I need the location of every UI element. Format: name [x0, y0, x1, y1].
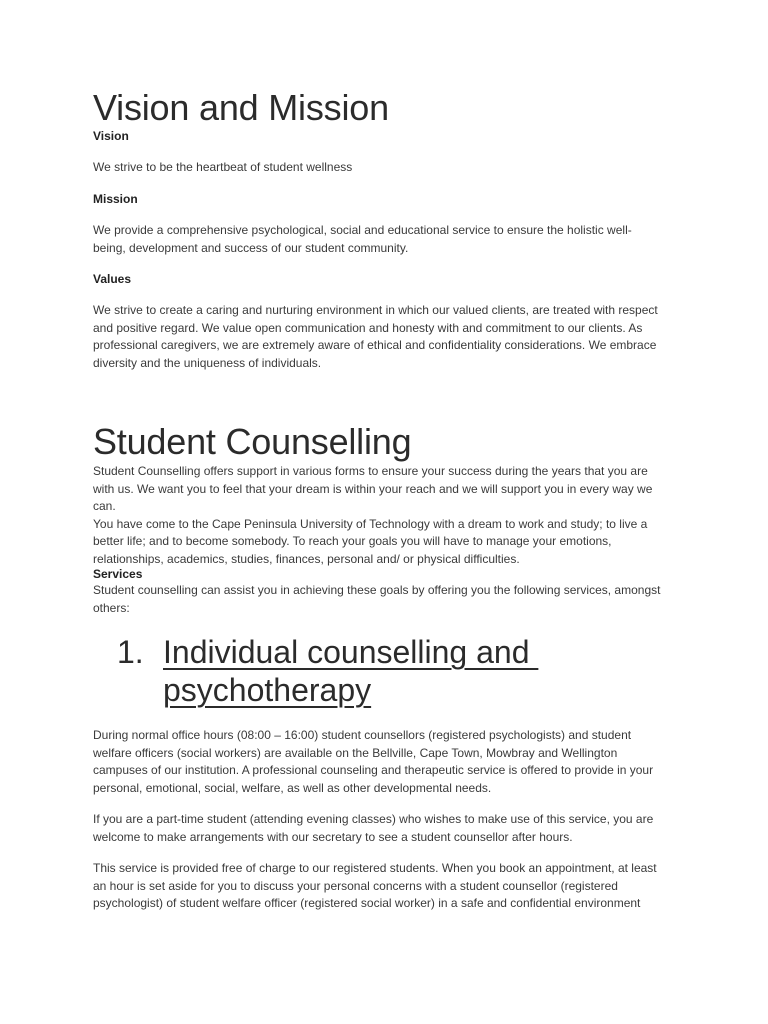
service-1-paragraph-part-time: [93, 811, 677, 846]
text-line: with us. We want you to feel that your dream is within your reach and we will support you in every way we: [93, 481, 653, 496]
service-heading-line-2: psychotherapy: [163, 672, 372, 708]
service-1-paragraph-hours: [93, 727, 677, 797]
subheading-values: Values: [93, 272, 132, 286]
text-line: and positive regard. We value open communication and honesty with and commitment to our clients. As: [93, 320, 643, 335]
service-heading-line-1: [117, 633, 538, 671]
text-line: Student counselling can assist you in achieving these goals by offering you the following services, amongst: [93, 583, 661, 597]
text-line: You have come to the Cape Peninsula University of Technology with a dream to work and study; to live a: [93, 516, 648, 531]
text-line: relationships, academics, studies, finances, personal and/ or physical difficulties.: [93, 551, 520, 566]
text-line: diversity and the uniqueness of individuals.: [93, 355, 322, 370]
service-heading-individual-counselling: [117, 633, 538, 709]
section-title-student-counselling: Student Counselling: [93, 421, 412, 462]
subheading-vision: Vision: [93, 129, 129, 143]
text-line: We strive to be the heartbeat of student wellness: [93, 160, 353, 174]
services-intro-text: [93, 582, 677, 617]
list-number: 1.: [117, 634, 144, 670]
text-line: professional caregivers, we are extremely aware of ethical and confidentiality considerations. We embrace: [93, 338, 657, 353]
text-line: campuses of our institution. A professional counseling and therapeutic service is offered to provide in your: [93, 763, 654, 778]
text-line: better life; and to become somebody. To reach your goals you will have to manage your emotions,: [93, 534, 612, 549]
text-line: We provide a comprehensive psychological, social and educational service to ensure the holistic well-: [93, 223, 632, 237]
text-line: personal, emotional, social, welfare, as well as other developmental needs.: [93, 780, 492, 795]
service-title-text: Individual counselling and: [163, 634, 530, 670]
subheading-services: Services: [93, 567, 143, 581]
text-line: being, development and success of our student community.: [93, 240, 409, 255]
section-title-vision-mission: Vision and Mission: [93, 87, 389, 128]
counselling-intro-text: [93, 463, 677, 569]
values-text: [93, 302, 677, 372]
text-line: If you are a part-time student (attending evening classes) who wishes to make use of this service, you are: [93, 812, 654, 826]
text-line: This service is provided free of charge to our registered students. When you book an appointment, at least: [93, 861, 657, 875]
text-line: can.: [93, 499, 116, 514]
text-line: welfare officers (social workers) are available on the Bellville, Cape Town, Mowbray and Wellington: [93, 745, 618, 760]
text-line: Student Counselling offers support in various forms to ensure your success during the years that you are: [93, 464, 648, 478]
text-line: an hour is set aside for you to discuss your personal concerns with a student counsellor (registered: [93, 878, 618, 893]
text-line: During normal office hours (08:00 – 16:00) student counsellors (registered psychologists) and student: [93, 728, 632, 742]
vision-text: [93, 159, 677, 177]
text-line: We strive to create a caring and nurturing environment in which our valued clients, are treated with respect: [93, 303, 658, 317]
service-1-paragraph-free-of-charge: [93, 860, 677, 913]
text-line: welcome to make arrangements with our secretary to see a student counsellor after hours.: [93, 829, 573, 844]
text-line: psychologist) of student welfare officer (registered social worker) in a safe and confidential environment: [93, 896, 641, 911]
mission-text: [93, 222, 677, 257]
subheading-mission: Mission: [93, 192, 138, 206]
text-line: others:: [93, 600, 130, 615]
